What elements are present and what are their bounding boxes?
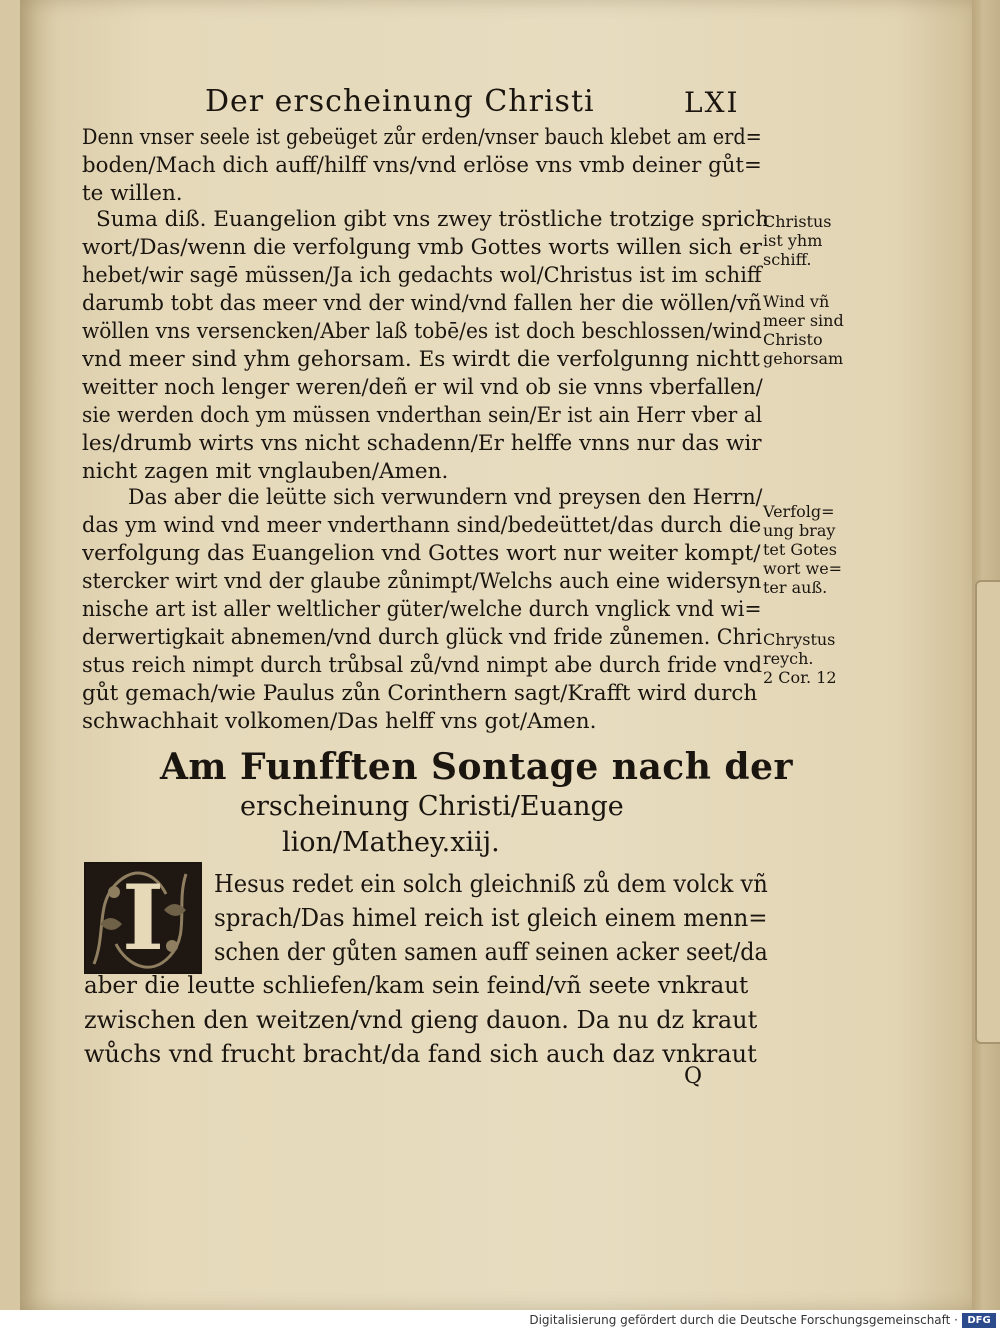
text-line: darumb tobt das meer vnd der wind/vnd fallen her die wöllen/vñ [82, 291, 762, 316]
text-line: Das aber die leütte sich verwundern vnd preysen den Herrn/ [128, 485, 763, 510]
text-line: stercker wirt vnd der glaube zůnimpt/Welchs auch eine widersyn [82, 569, 762, 594]
text-line: aber die leutte schliefen/kam sein feind/vñ seete vnkraut [84, 973, 749, 999]
dfg-logo: DFG [962, 1313, 996, 1328]
margin-note-line: ist yhm [763, 231, 823, 250]
margin-note [763, 292, 844, 368]
margin-note-line: Verfolg= [763, 502, 835, 521]
text-line: das ym wind vnd meer vnderthann sind/bedeüttet/das durch die [82, 513, 762, 538]
initial-letter: I [121, 865, 165, 971]
text-line: nische art ist aller weltlicher güter/welche durch vnglick vnd wi= [82, 597, 762, 622]
text-line: boden/Mach dich auff/hilff vns/vnd erlöse vns vmb deiner gůt= [82, 153, 762, 178]
margin-note [763, 630, 837, 687]
text-line: zwischen den weitzen/vnd gieng dauon. Da nu dz kraut [84, 1006, 758, 1034]
margin-note-line: Christus [763, 212, 832, 231]
text-line: wort/Das/wenn die verfolgung vmb Gottes worts willen sich er [82, 235, 762, 260]
margin-note-line: wort we= [763, 559, 843, 578]
margin-note [763, 502, 842, 597]
margin-note-line: 2 Cor. 12 [763, 668, 837, 687]
text-line: wöllen vns versencken/Aber laß tobē/es ist doch beschlossen/wind [82, 319, 762, 344]
margin-note-line: ung bray [763, 521, 836, 540]
section-heading: Am Funfften Sontage nach der [160, 746, 793, 788]
text-line: sie werden doch ym müssen vnderthan sein/Er ist ain Herr vber al [82, 403, 763, 428]
margin-note [763, 212, 831, 269]
footer-bar [0, 1310, 1000, 1332]
margin-note-line: Christo [763, 330, 823, 349]
text-line: gůt gemach/wie Paulus zůn Corinthern sagt/Krafft wird durch [82, 681, 758, 706]
margin-note-line: meer sind [763, 311, 844, 330]
running-head: Der erscheinung Christi [205, 84, 595, 119]
text-line: hebet/wir sagē müssen/Ja ich gedachts wol/Christus ist im schiff [82, 263, 762, 288]
section-subheading: lion/Mathey.xiij. [282, 827, 500, 858]
margin-note-line: schiff. [763, 250, 812, 269]
decorated-initial [84, 862, 202, 974]
text-line: Hesus redet ein solch gleichniß zů dem volck vñ [214, 870, 768, 898]
margin-note-line: Wind vñ [763, 292, 830, 311]
margin-note-line: Chrystus [763, 630, 836, 649]
margin-note-line: tet Gotes [763, 540, 837, 559]
text-line: Denn vnser seele ist gebeüget zůr erden/vnser bauch klebet am erd= [82, 125, 762, 150]
text-line: vnd meer sind yhm gehorsam. Es wirdt die verfolgunng nichtt [82, 347, 760, 372]
text-line: sprach/Das himel reich ist gleich einem menn= [214, 904, 768, 932]
text-line: Suma diß. Euangelion gibt vns zwey tröstliche trotzige sprich [96, 207, 770, 232]
signature-mark: Q [684, 1064, 703, 1089]
text-line: derwertigkait abnemen/vnd durch glück vnd fride zůnemen. Chri [82, 625, 763, 650]
text-line: verfolgung das Euangelion vnd Gottes wort nur weiter kompt/ [82, 541, 761, 566]
footer-credit: Digitalisierung gefördert durch die Deutsche Forschungsgemeinschaft · [529, 1313, 958, 1327]
text-line: wůchs vnd frucht bracht/da fand sich auch daz vnkraut [84, 1040, 757, 1068]
text-line: nicht zagen mit vnglauben/Amen. [82, 459, 449, 484]
text-line: weitter noch lenger weren/deñ er wil vnd ob sie vnns vberfallen/ [82, 375, 763, 400]
margin-note-line: ter auß. [763, 578, 828, 597]
section-subheading: erscheinung Christi/Euange [240, 791, 624, 822]
text-line: te willen. [82, 181, 183, 206]
text-line: schwachhait volkomen/Das helff vns got/Amen. [82, 709, 597, 734]
margin-note-line: gehorsam [763, 349, 844, 368]
text-line: les/drumb wirts vns nicht schadenn/Er helffe vnns nur das wir [82, 431, 762, 456]
text-line: stus reich nimpt durch trůbsal zů/vnd nimpt abe durch fride vnd [82, 653, 763, 678]
text-line: schen der gůten samen auff seinen acker seet/da [214, 938, 768, 966]
margin-note-line: reych. [763, 649, 814, 668]
book-edge-tab [975, 580, 1000, 1044]
folio-number: LXI [684, 86, 740, 119]
